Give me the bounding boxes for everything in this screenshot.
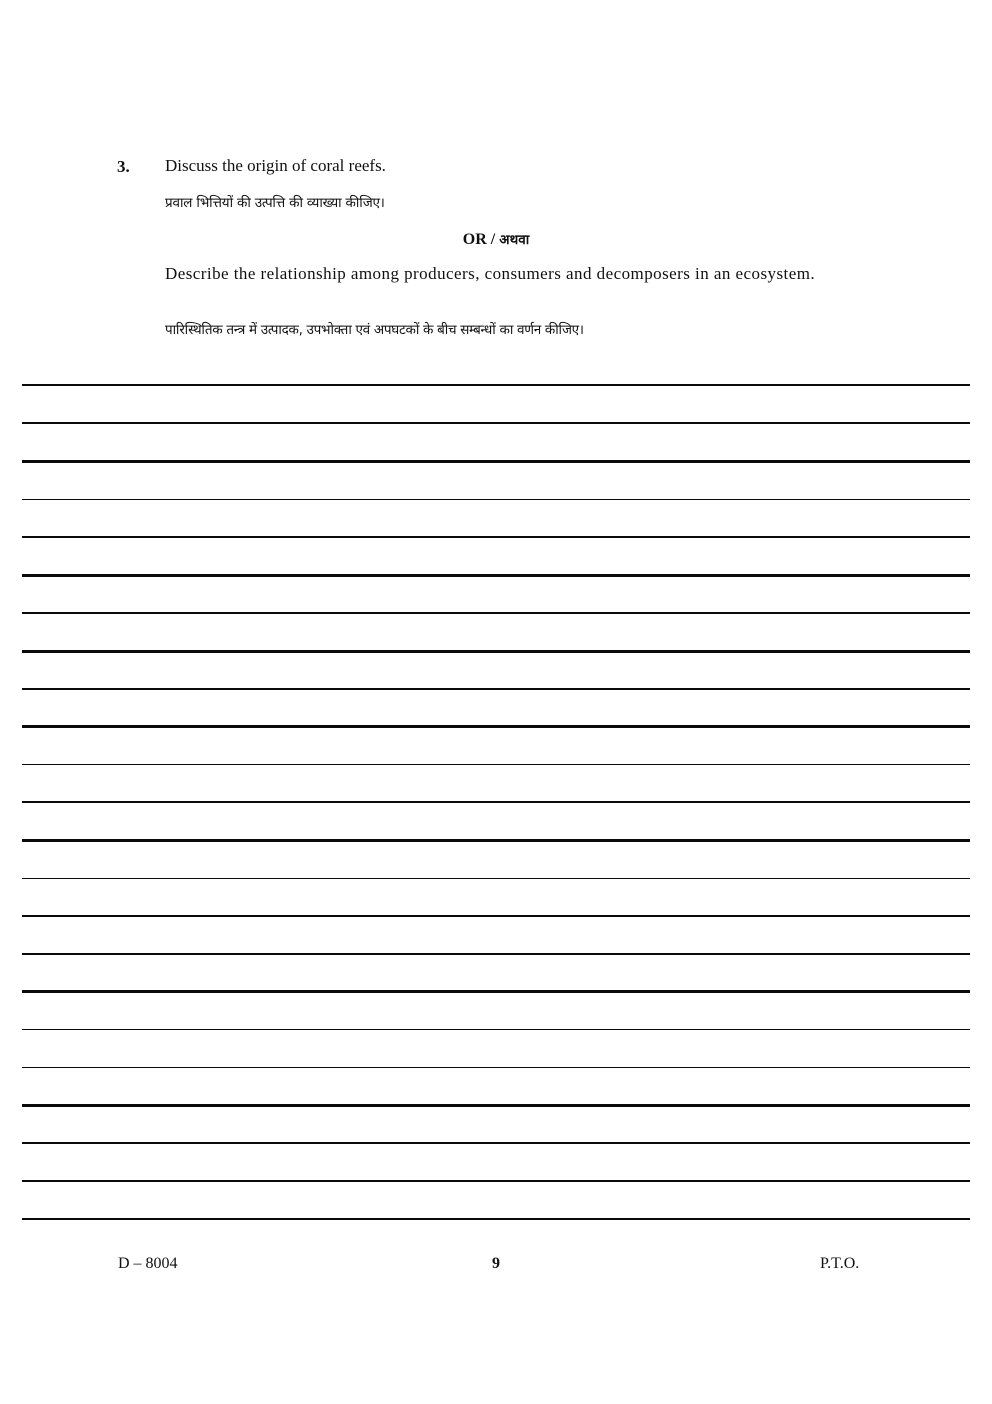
answer-rule-line [22,764,970,765]
footer-paper-code: D – 8004 [118,1255,178,1272]
answer-rule-line [22,688,970,690]
alternative-question-text: Describe the relationship among producers, consumers and decomposers in an ecosystem. [165,264,816,283]
answer-rule-line [22,422,970,424]
answer-rule-line [22,801,970,803]
answer-rule-line [22,574,970,577]
answer-rule-line [22,725,970,728]
question-number: 3. [117,157,130,176]
question-text: Discuss the origin of coral reefs. [165,156,386,175]
answer-rule-line [22,1218,970,1220]
answer-rule-line [22,990,970,993]
answer-rule-line [22,953,970,955]
answer-rule-line [22,1067,970,1068]
or-label-hindi: अथवा [499,232,530,248]
footer-page-number: 9 [492,1255,500,1272]
answer-rule-line [22,915,970,917]
answer-rule-line [22,499,970,500]
answer-rule-line [22,650,970,653]
answer-rule-line [22,878,970,879]
answer-rule-line [22,384,970,386]
or-label: OR / [462,231,496,248]
answer-rule-line [22,839,970,842]
answer-rule-line [22,1142,970,1144]
question-text-hindi: प्रवाल भित्तियों की उत्पत्ति की व्याख्या कीजिए। [165,195,385,211]
answer-lines[interactable] [22,0,970,1404]
answer-rule-line [22,1104,970,1107]
answer-rule-line [22,460,970,463]
answer-rule-line [22,1029,970,1030]
answer-rule-line [22,612,970,614]
answer-rule-line [22,536,970,538]
answer-rule-line [22,1180,970,1182]
alternative-question-text-hindi: पारिस्थितिक तन्त्र में उत्पादक, उपभोक्ता एवं अपघटकों के बीच सम्बन्धों का वर्णन कीजिए। [165,322,584,338]
footer-pto: P.T.O. [820,1255,860,1272]
